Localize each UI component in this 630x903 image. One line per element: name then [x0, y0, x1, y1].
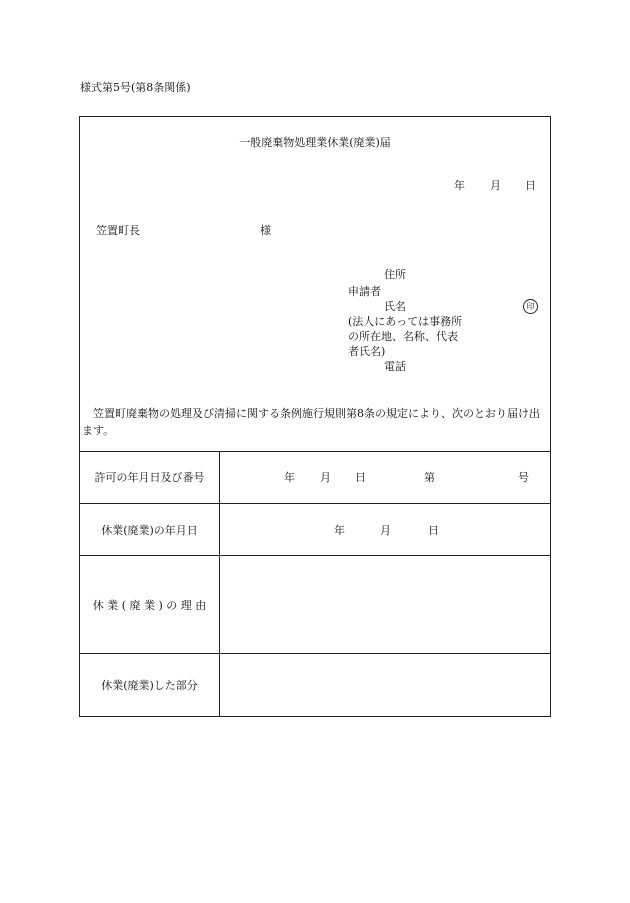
applicant-label: 申請者	[348, 285, 381, 298]
corporate-note-line-3: 者氏名)	[348, 345, 386, 358]
date-year-label: 年	[454, 179, 465, 192]
corporate-note-line-2: の所在地、名称、代表	[348, 330, 458, 343]
table-top-border	[80, 451, 550, 452]
form-box	[79, 116, 551, 717]
permit-number-suffix: 号	[518, 471, 529, 484]
date-day-label: 日	[525, 179, 536, 192]
suspension-month-label: 月	[380, 524, 391, 537]
row-label-suspension-reason: 休 業 ( 廃 業 ) の 理 由	[92, 599, 207, 612]
suspension-day-label: 日	[428, 524, 439, 537]
corporate-note-line-1: (法人にあっては事務所	[348, 315, 463, 328]
phone-label: 電話	[384, 360, 406, 373]
name-label: 氏名	[384, 300, 406, 313]
recipient-honorific: 様	[260, 224, 271, 237]
column-divider	[219, 451, 220, 716]
form-number-label: 様式第5号(第8条関係)	[80, 81, 191, 94]
seal-mark-icon: 印	[523, 299, 538, 314]
permit-year-label: 年	[284, 471, 295, 484]
row-divider	[80, 653, 550, 654]
row-divider	[80, 503, 550, 504]
date-month-label: 月	[490, 179, 501, 192]
address-label: 住所	[384, 268, 406, 281]
declaration-text: 笠置町廃棄物の処理及び清掃に関する条例施行規則第8条の規定により、次のとおり届け出ます。	[82, 407, 540, 437]
permit-month-label: 月	[320, 471, 331, 484]
form-title: 一般廃棄物処理業休業(廃業)届	[239, 136, 391, 149]
row-label-suspended-part: 休業(廃業)した部分	[101, 679, 198, 692]
row-label-suspension-date: 休業(廃業)の年月日	[101, 524, 198, 537]
row-divider	[80, 555, 550, 556]
recipient-name: 笠置町長	[96, 224, 140, 237]
row-label-permit-date-number: 許可の年月日及び番号	[94, 471, 205, 484]
suspension-year-label: 年	[334, 524, 345, 537]
permit-number-prefix: 第	[424, 471, 435, 484]
permit-day-label: 日	[355, 471, 366, 484]
